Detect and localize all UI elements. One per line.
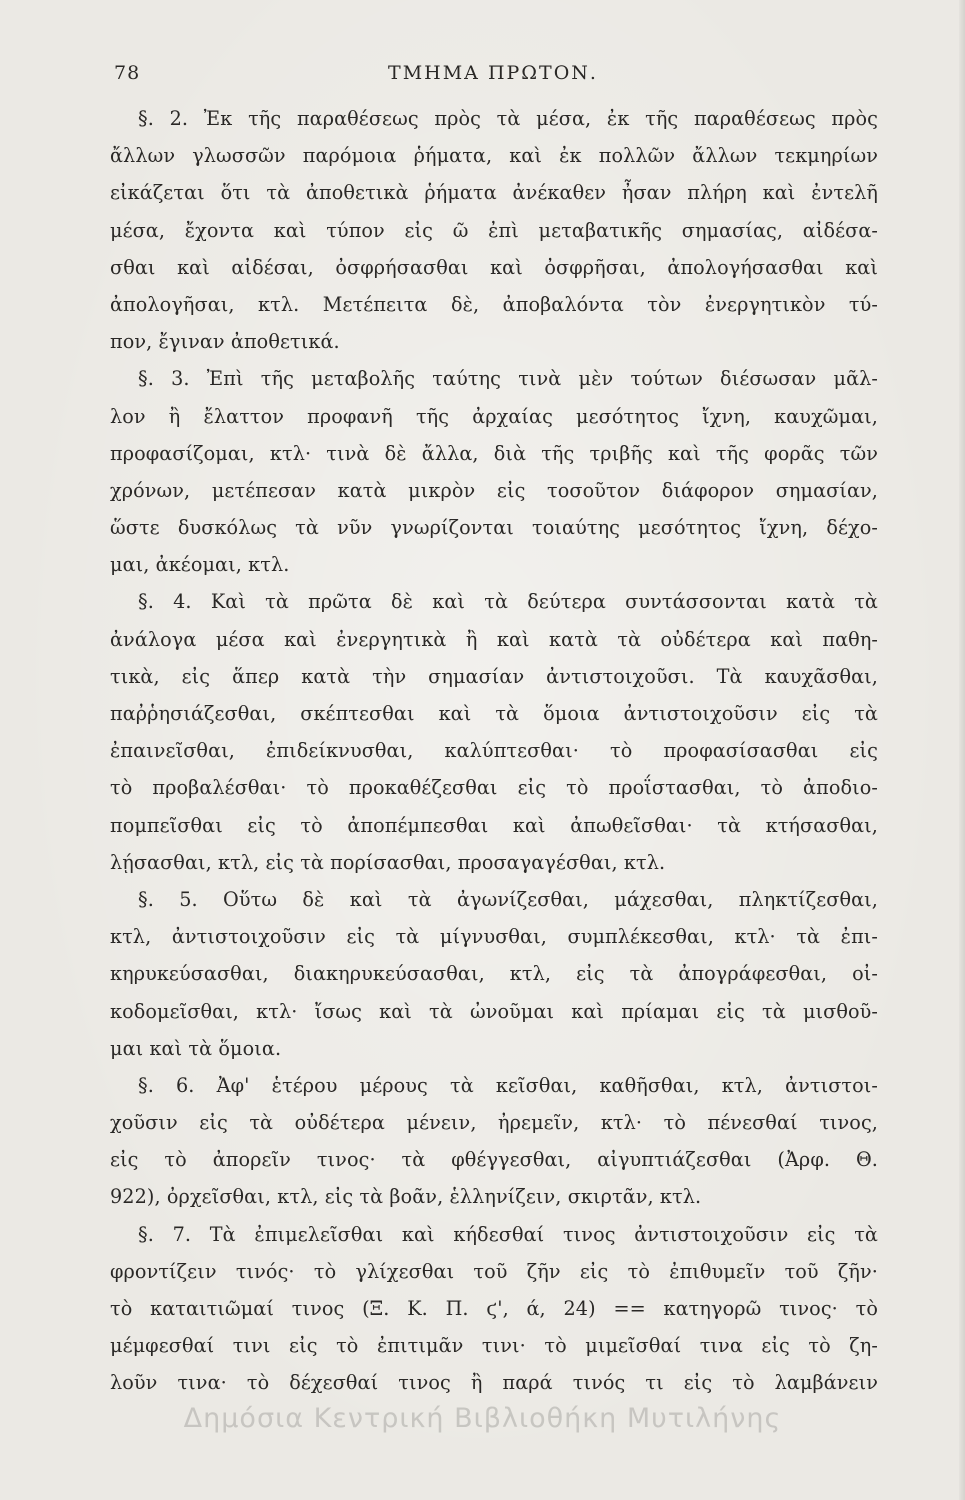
text-line: προφασίζομαι, κτλ· τινὰ δὲ ἄλλα, διὰ τῆς τριβῆς καὶ τῆς φορᾶς τῶν	[110, 441, 878, 465]
text-line: κοδομεῖσθαι, κτλ· ἴσως καὶ τὰ ὠνοῦμαι καὶ πρίαμαι εἰς τὰ μισθοῦ-	[110, 999, 878, 1023]
page-edge-shadow	[959, 0, 965, 1500]
text-line: §. 3. Ἐπὶ τῆς μεταβολῆς ταύτης τινὰ μὲν τούτων διέσωσαν μᾶλ-	[138, 367, 878, 391]
text-line: πομπεῖσθαι εἰς τὸ ἀποπέμπεσθαι καὶ ἀπωθεῖσθαι· τὰ κτήσασθαι,	[110, 813, 878, 837]
text-line: κτλ, ἀντιστοιχοῦσιν εἰς τὰ μίγνυσθαι, συμπλέκεσθαι, κτλ· τὰ ἐπι-	[110, 925, 878, 949]
text-line: χοῦσιν εἰς τὰ οὐδέτερα μένειν, ἠρεμεῖν, κτλ· τὸ πένεσθαί τινος,	[110, 1111, 878, 1135]
text-line: λοῦν τινα· τὸ δέχεσθαί τινος ἢ παρά τινός τι εἰς τὸ λαμβάνειν	[110, 1371, 878, 1395]
text-line: λον ἢ ἔλαττον προφανῆ τῆς ἀρχαίας μεσότητος ἴχνη, καυχῶμαι,	[110, 404, 878, 428]
text-line: ἄλλων γλωσσῶν παρόμοια ῥήματα, καὶ ἐκ πολλῶν ἄλλων τεκμηρίων	[110, 144, 878, 168]
text-line: τὸ καταιτιῶμαί τινος (Ξ. Κ. Π. ϛ', ά, 24) == κατηγορῶ τινος· τὸ	[110, 1297, 878, 1320]
text-line: παῤῥησιάζεσθαι, σκέπτεσθαι καὶ τὰ ὅμοια ἀντιστοιχοῦσιν εἰς τὰ	[110, 702, 878, 725]
running-head: ΤΜΗΜΑ ΠΡΩΤΟΝ.	[388, 62, 598, 84]
text-line: εἰκάζεται ὅτι τὰ ἀποθετικὰ ῥήματα ἀνέκαθεν ἦσαν πλήρη καὶ ἐντελῆ	[110, 181, 878, 205]
text-line: μέσα, ἔχοντα καὶ τύπον εἰς ῶ ἐπὶ μεταβατικῆς σημασίας, αἰδέσα-	[110, 218, 878, 242]
text-line: §. 7. Τὰ ἐπιμελεῖσθαι καὶ κήδεσθαί τινος ἀντιστοιχοῦσιν εἰς τὰ	[138, 1222, 878, 1246]
text-line: τὸ προβαλέσθαι· τὸ προκαθέζεσθαι εἰς τὸ προΐστασθαι, τὸ ἀποδιο-	[110, 776, 878, 800]
text-line: ἐπαινεῖσθαι, ἐπιδείκνυσθαι, καλύπτεσθαι· τὸ προφασίσασθαι εἰς	[110, 739, 878, 763]
text-line: εἰς τὸ ἀπορεῖν τινος· τὰ φθέγγεσθαι, αἰγυπτιάζεσθαι (Ἀρφ. Θ.	[110, 1148, 878, 1172]
text-line: ἀνάλογα μέσα καὶ ἐνεργητικὰ ἢ καὶ κατὰ τὰ οὐδέτερα καὶ παθη-	[110, 627, 878, 651]
text-line: §. 4. Καὶ τὰ πρῶτα δὲ καὶ τὰ δεύτερα συντάσσονται κατὰ τὰ	[138, 590, 878, 614]
text-line: §. 2. Ἐκ τῆς παραθέσεως πρὸς τὰ μέσα, ἐκ τῆς παραθέσεως πρὸς	[138, 107, 878, 130]
page-header	[108, 62, 868, 94]
text-line: §. 6. Ἀφ' ἑτέρου μέρους τὰ κεῖσθαι, καθῆσθαι, κτλ, ἀντιστοι-	[138, 1073, 878, 1097]
body-text	[110, 100, 878, 1402]
text-line: ἀπολογῆσαι, κτλ. Μετέπειτα δὲ, ἀποβαλόντα τὸν ἐνεργητικὸν τύ-	[110, 292, 878, 316]
text-line: κηρυκεύσασθαι, διακηρυκεύσασθαι, κτλ, εἰς τὰ ἀπογράφεσθαι, οἰ-	[110, 962, 878, 986]
text-line: φροντίζειν τινός· τὸ γλίχεσθαι τοῦ ζῆν εἰς τὸ ἐπιθυμεῖν τοῦ ζῆν·	[110, 1259, 878, 1283]
text-line: σθαι καὶ αἰδέσαι, ὀσφρήσασθαι καὶ ὀσφρῆσαι, ἀπολογήσασθαι καὶ	[110, 255, 878, 279]
text-line: χρόνων, μετέπεσαν κατὰ μικρὸν εἰς τοσοῦτον διάφορον σημασίαν,	[110, 478, 878, 502]
text-line: ὥστε δυσκόλως τὰ νῦν γνωρίζονται τοιαύτης μεσότητος ἴχνη, δέχο-	[110, 516, 878, 540]
text-line: §. 5. Οὕτω δὲ καὶ τὰ ἀγωνίζεσθαι, μάχεσθαι, πληκτίζεσθαι,	[138, 887, 878, 911]
text-line: μαι καὶ τὰ ὅμοια.	[110, 1036, 282, 1060]
library-watermark: Δημόσια Κεντρική Βιβλιοθήκη Μυτιλήνης	[183, 1403, 782, 1434]
page-number: 78	[114, 62, 141, 84]
text-line: μέμφεσθαί τινι εἰς τὸ ἐπιτιμᾶν τινι· τὸ μιμεῖσθαί τινα εἰς τὸ ζη-	[110, 1334, 878, 1358]
text-line: 922), ὀρχεῖσθαι, κτλ, εἰς τὰ βοᾶν, ἑλληνίζειν, σκιρτᾶν, κτλ.	[110, 1185, 702, 1209]
text-line: πον, ἔγιναν ἀποθετικά.	[110, 330, 340, 354]
text-line: τικὰ, εἰς ἅπερ κατὰ τὴν σημασίαν ἀντιστοιχοῦσι. Τὰ καυχᾶσθαι,	[110, 664, 878, 688]
text-line: μαι, ἀκέομαι, κτλ.	[110, 553, 290, 577]
text-line: λῄσασθαι, κτλ, εἰς τὰ πορίσασθαι, προσαγαγέσθαι, κτλ.	[110, 850, 666, 874]
